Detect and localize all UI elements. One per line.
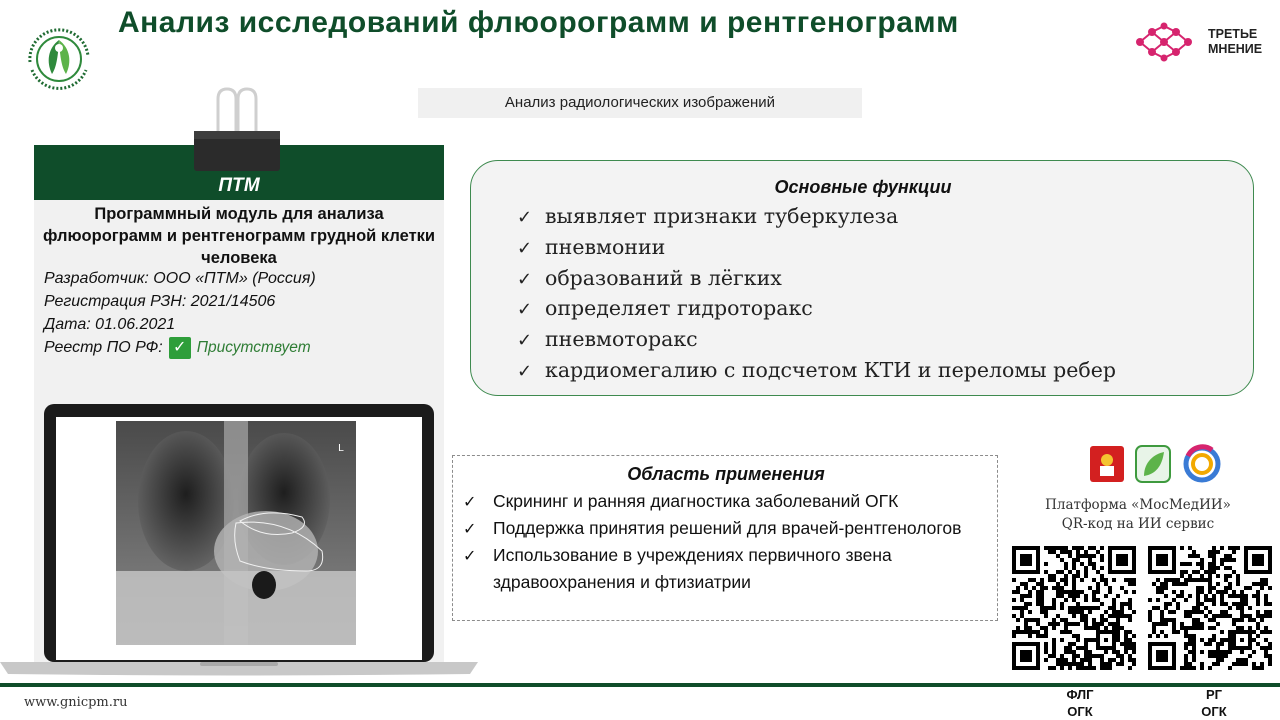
list-item xyxy=(517,232,1116,263)
qr-caption-line1: РГ xyxy=(1205,687,1223,702)
qr-caption-line2: ОГК xyxy=(1067,704,1093,719)
list-item xyxy=(463,515,993,542)
partner-logo-line2: МНЕНИЕ xyxy=(1208,42,1263,56)
registry-status: Присутствует xyxy=(196,339,311,357)
qr-caption-line1: ФЛГ xyxy=(1066,687,1094,702)
scope-text: Поддержка принятия решений для врачей-рентгенологов xyxy=(493,518,962,538)
partner-logo-line1: ТРЕТЬЕ xyxy=(1208,27,1258,41)
partner-logo-text xyxy=(1208,27,1262,57)
function-text: выявляет признаки туберкулеза xyxy=(545,204,899,228)
platform-logos xyxy=(1088,444,1222,484)
platform-name: Платформа «МосМедИИ» xyxy=(1045,497,1231,513)
main-functions-box xyxy=(470,160,1254,396)
list-item xyxy=(517,324,1116,355)
application-scope-box xyxy=(452,455,998,621)
platform-caption xyxy=(1018,496,1258,534)
subtitle-bar: Анализ радиологических изображений xyxy=(418,88,862,118)
scope-title: Область применения xyxy=(627,464,825,484)
list-item xyxy=(517,293,1116,324)
checkmark-icon: ✓ xyxy=(463,546,477,565)
laptop-display xyxy=(56,417,422,660)
list-item xyxy=(463,542,993,595)
qr-caption-flg xyxy=(1050,686,1110,720)
function-text: определяет гидроторакс xyxy=(545,296,813,321)
qr-caption-rg xyxy=(1184,686,1244,720)
binder-clip-icon xyxy=(192,85,282,173)
checkmark-icon: ✓ xyxy=(517,299,533,321)
registry-label: Реестр ПО РФ: xyxy=(44,339,163,357)
list-item xyxy=(517,201,1116,232)
moscow-coat-of-arms-icon xyxy=(1090,446,1124,482)
qr-caption-line2: ОГК xyxy=(1201,704,1227,719)
checkmark-icon: ✓ xyxy=(517,360,533,382)
checkmark-icon: ✓ xyxy=(517,330,533,352)
function-text: пневмоторакс xyxy=(545,327,698,352)
ai-ring-icon xyxy=(1186,447,1218,480)
list-item xyxy=(463,488,993,515)
qr-code-rg-icon[interactable] xyxy=(1148,546,1272,670)
date-line: Дата: 01.06.2021 xyxy=(44,316,176,333)
product-description: Программный модуль для анализа флюорограмм и рентгенограмм грудной клетки человека xyxy=(42,205,436,267)
footer-url[interactable]: www.gnicpm.ru xyxy=(24,695,128,710)
laptop-base xyxy=(0,660,478,676)
functions-title: Основные функции xyxy=(774,177,952,197)
qr-hint: QR-код на ИИ сервис xyxy=(1061,516,1215,532)
list-item xyxy=(517,355,1116,386)
checkmark-icon: ✓ xyxy=(463,519,477,538)
checkmark-icon: ✓ xyxy=(517,268,533,290)
scope-list xyxy=(463,488,993,595)
scope-text: Использование в учреждениях первичного звена здравоохранения и фтизиатрии xyxy=(493,545,892,592)
registration-line: Регистрация РЗН: 2021/14506 xyxy=(44,293,276,310)
green-checkbox-icon: ✓ xyxy=(169,337,191,359)
checkmark-icon: ✓ xyxy=(463,492,477,511)
nmic-logo-icon xyxy=(18,18,100,100)
chest-xray-image xyxy=(116,421,356,645)
function-text: образований в лёгких xyxy=(545,265,782,290)
mosmed-leaf-icon xyxy=(1136,446,1170,482)
function-text: кардиомегалию с подсчетом КТИ и переломы ребер xyxy=(545,357,1116,382)
registry-line xyxy=(44,337,311,359)
checkmark-icon: ✓ xyxy=(517,207,533,228)
list-item xyxy=(517,263,1116,294)
svg-text:L: L xyxy=(338,443,344,454)
scope-text: Скрининг и ранняя диагностика заболеваний ОГК xyxy=(493,491,899,511)
qr-code-flg-icon[interactable] xyxy=(1012,546,1136,670)
function-text: пневмонии xyxy=(545,234,666,259)
functions-list xyxy=(517,201,1116,386)
checkmark-icon: ✓ xyxy=(517,237,533,259)
page-title: Анализ исследований флюорограмм и рентгенограмм xyxy=(118,6,959,39)
laptop-screen xyxy=(44,404,434,662)
product-name: ПТМ xyxy=(218,175,260,196)
developer-line: Разработчик: ООО «ПТМ» (Россия) xyxy=(44,270,316,287)
